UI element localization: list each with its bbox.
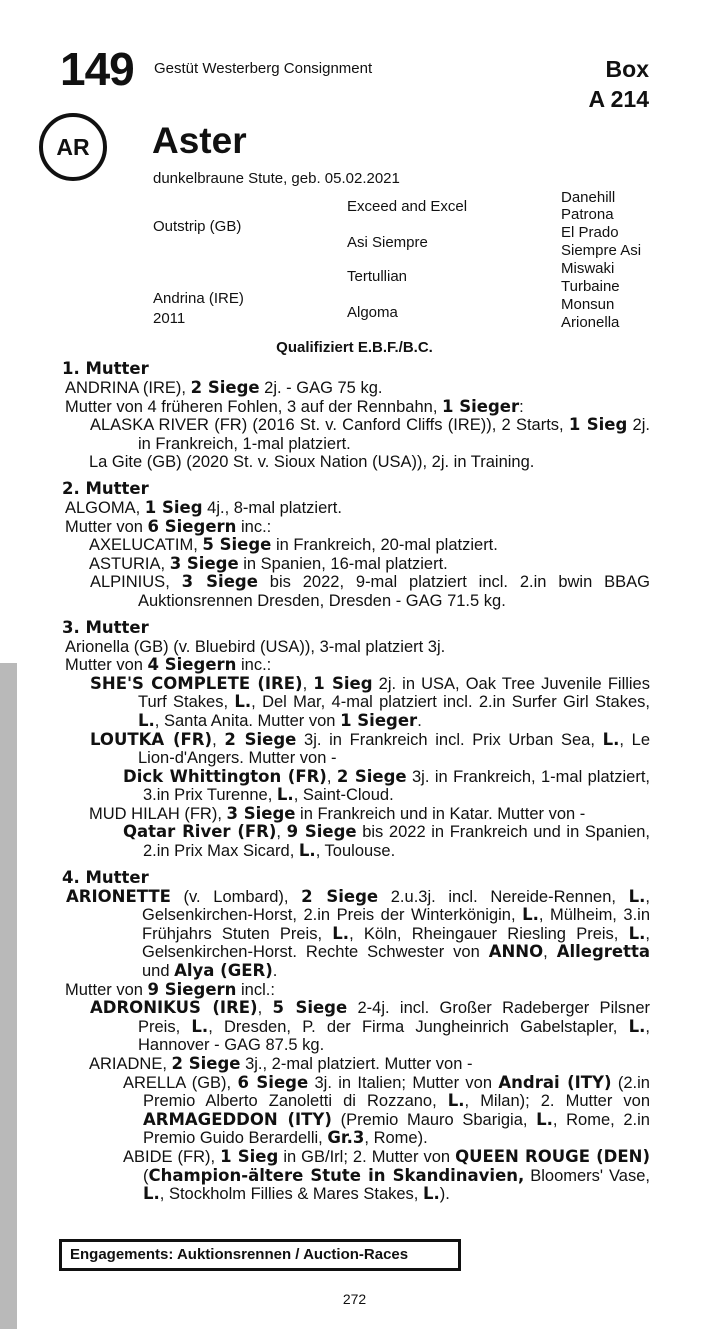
pedigree-g3-5: Miswaki xyxy=(561,260,615,277)
pedigree-g3-2: Patrona xyxy=(561,206,614,223)
fourth-dam-line-4: ARIADNE, 2 Siege 3j., 2-mal platziert. Mutter von - xyxy=(89,1054,473,1073)
second-dam-line-2: Mutter von 6 Siegern inc.: xyxy=(65,516,272,536)
first-dam-heading: 1. Mutter xyxy=(62,359,149,378)
first-dam-line-1: ANDRINA (IRE), 2 Siege 2j. - GAG 75 kg. xyxy=(65,378,383,397)
fourth-dam-line-5: ARELLA (GB), 6 Siege 3j. in Italien; Mutter von Andrai (ITY) (2.in Premio Alberto Zanoletti di Rozzano, L., Milan); 2. Mutter von ARMAGEDDON (ITY) (Premio Mauro Sbarigia, L., Rome, 2.in Premio Guido Berardelli, Gr.3, Rome). xyxy=(123,1072,650,1148)
first-dam-line-4: La Gite (GB) (2020 St. v. Sioux Nation (USA)), 2j. in Training. xyxy=(89,453,535,472)
engagements-box: Engagements: Auktionsrennen / Auction-Races xyxy=(59,1239,461,1271)
pedigree-g3-4: Siempre Asi xyxy=(561,242,642,259)
fourth-dam-section xyxy=(62,868,650,1204)
second-dam-line-5: ALPINIUS, 3 Siege bis 2022, 9-mal platziert incl. 2.in bwin BBAG Auktionsrennen Dresden, Dresden - GAG 71.5 kg. xyxy=(90,572,650,610)
pedigree-dam: Andrina (IRE) xyxy=(153,290,244,307)
fourth-dam-line-1: ARIONETTE (v. Lombard), 2 Siege 2.u.3j. incl. Nereide-Rennen, L., Gelsenkirchen-Horst, 2.in Preis der Winterkönigin, L., Mülheim, 3.in Frühjahrs Stuten Preis, L., Köln, Rheingauer Riesling Preis, L., Gelsenkirchen-Horst. Rechte Schwester von ANNO, Allegretta und Alya (GER). xyxy=(66,886,651,981)
second-dam-line-4: ASTURIA, 3 Siege in Spanien, 16-mal platziert. xyxy=(89,553,448,573)
pedigree-g3-6: Turbaine xyxy=(561,278,620,295)
box-number: A 214 xyxy=(588,86,649,112)
second-dam-heading: 2. Mutter xyxy=(62,478,149,498)
fourth-dam-line-3: ADRONIKUS (IRE), 5 Siege 2-4j. incl. Großer Radeberger Pilsner Preis, L., Dresden, P. der Firma Jungheinrich Gabelstapler, L., Hannover - GAG 87.5 kg. xyxy=(90,998,650,1055)
horse-name: Aster xyxy=(152,120,247,161)
fourth-dam-heading: 4. Mutter xyxy=(62,867,149,887)
catalogue-body xyxy=(62,359,650,1211)
third-dam-line-5: Dick Whittington (FR), 2 Siege 3j. in Frankreich, 1-mal platziert, 3.in Prix Turenne, L., Saint-Cloud. xyxy=(123,766,650,805)
second-dam-section xyxy=(62,479,650,611)
first-dam-section xyxy=(62,359,650,472)
third-dam-heading: 3. Mutter xyxy=(62,617,149,637)
first-dam-line-2: Mutter von 4 früheren Fohlen, 3 auf der Rennbahn, 1 Sieger: xyxy=(65,396,524,416)
first-dam-line-3: ALASKA RIVER (FR) (2016 St. v. Canford Cliffs (IRE)), 2 Starts, 1 Sieg 2j. in Frankreich, 1-mal platziert. xyxy=(90,415,650,453)
pedigree-g3-7: Monsun xyxy=(561,296,615,313)
third-dam-line-4: LOUTKA (FR), 2 Siege 3j. in Frankreich incl. Prix Urban Sea, L., Le Lion-d'Angers. Mutter von - xyxy=(90,729,650,768)
pedigree-sire: Outstrip (GB) xyxy=(153,218,242,235)
horse-description: dunkelbraune Stute, geb. 05.02.2021 xyxy=(153,170,400,187)
box-info xyxy=(588,54,649,114)
box-label: Box xyxy=(605,56,649,82)
qualification: Qualifiziert E.B.F./B.C. xyxy=(276,339,433,356)
third-dam-line-6: MUD HILAH (FR), 3 Siege in Frankreich und in Katar. Mutter von - xyxy=(89,803,586,823)
pedigree-g3-1: Danehill xyxy=(561,189,616,206)
pedigree-sire-sire: Exceed and Excel xyxy=(347,198,468,215)
fourth-dam-line-2: Mutter von 9 Siegern incl.: xyxy=(65,979,275,999)
third-dam-line-7: Qatar River (FR), 9 Siege bis 2022 in Frankreich und in Spanien, 2.in Prix Max Sicard, L., Toulouse. xyxy=(123,822,651,861)
consignor: Gestüt Westerberg Consignment xyxy=(154,60,373,77)
ar-badge: AR xyxy=(39,113,107,181)
pedigree-dam-sire: Tertullian xyxy=(347,268,408,285)
pedigree-g3-3: El Prado xyxy=(561,224,619,241)
third-dam-line-3: SHE'S COMPLETE (IRE), 1 Sieg 2j. in USA, Oak Tree Juvenile Fillies Turf Stakes, L., Del Mar, 4-mal platziert incl. 2.in Surfer Girl Stakes, L., Santa Anita. Mutter von 1 Sieger. xyxy=(90,673,650,730)
pedigree-dam-dam: Algoma xyxy=(347,304,398,321)
lot-number: 149 xyxy=(60,43,134,95)
fourth-dam-line-6: ABIDE (FR), 1 Sieg in GB/Irl; 2. Mutter von QUEEN ROUGE (DEN) (Champion-ältere Stute in Skandinavien, Bloomers' Vase, L., Stockholm Fillies & Mares Stakes, L.). xyxy=(123,1146,650,1204)
pedigree-dam-year: 2011 xyxy=(153,310,186,327)
third-dam-line-2: Mutter von 4 Siegern inc.: xyxy=(65,655,272,675)
third-dam-line-1: Arionella (GB) (v. Bluebird (USA)), 3-mal platziert 3j. xyxy=(65,637,446,656)
third-dam-section xyxy=(62,618,650,861)
pedigree-g3-8: Arionella xyxy=(561,314,620,331)
second-dam-line-3: AXELUCATIM, 5 Siege in Frankreich, 20-mal platziert. xyxy=(89,535,498,555)
page-number: 272 xyxy=(342,1291,367,1307)
pedigree-sire-dam: Asi Siempre xyxy=(347,234,428,251)
side-margin-bar xyxy=(0,663,17,1329)
second-dam-line-1: ALGOMA, 1 Sieg 4j., 8-mal platziert. xyxy=(65,497,342,517)
